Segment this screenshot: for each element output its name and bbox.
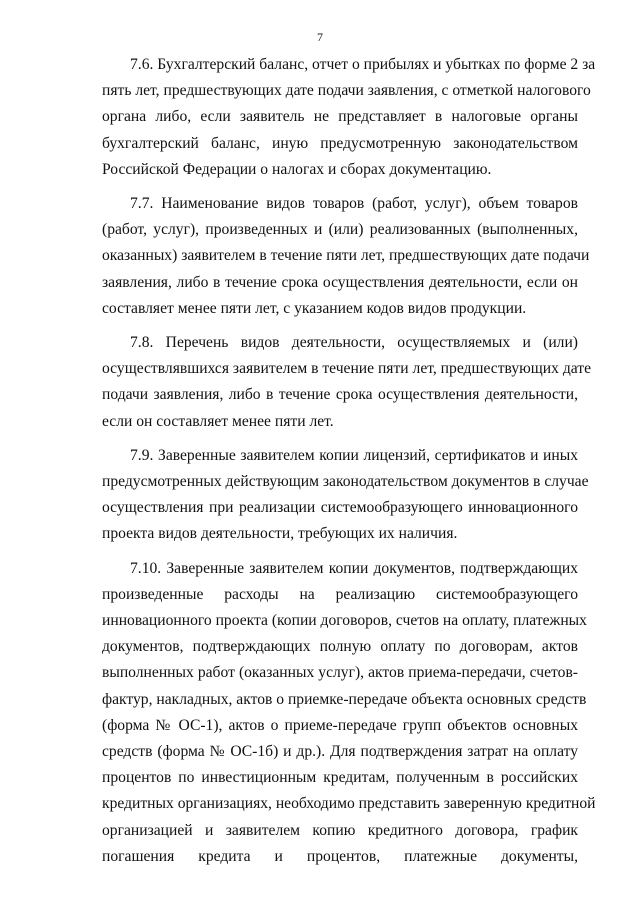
text-line: проекта видов деятельности, требующих их наличия. <box>102 525 458 543</box>
text-line: подачи заявления, либо в течение срока осуществления деятельности, <box>102 386 578 404</box>
text-line: 7.8. Перечень видов деятельности, осуществляемых и (или) <box>130 334 578 352</box>
text-line: осуществлявшихся заявителем в течение пяти лет, предшествующих дате <box>102 360 592 378</box>
text-line: произведенные расходы на реализацию системообразующего <box>102 585 578 603</box>
text-line: органа либо, если заявитель не представляет в налоговые органы <box>102 108 578 126</box>
text-line: инновационного проекта (копии договоров, счетов на оплату, платежных <box>102 612 587 630</box>
text-line: Российской Федерации о налогах и сборах документацию. <box>102 160 492 178</box>
page-number: 7 <box>317 30 323 44</box>
text-line: (работ, услуг), произведенных и (или) реализованных (выполненных, <box>102 221 578 239</box>
text-line: бухгалтерский баланс, иную предусмотренную законодательством <box>102 134 578 152</box>
paragraph-7-6 <box>102 52 596 183</box>
text-line: выполненных работ (оказанных услуг), актов приема-передачи, счетов- <box>102 664 578 682</box>
text-line: если он составляет менее пяти лет. <box>102 412 334 430</box>
text-line: (форма № ОС-1), актов о приеме-передаче групп объектов основных <box>102 716 578 734</box>
document-body <box>102 52 596 878</box>
text-line: оказанных) заявителем в течение пяти лет, предшествующих дате подачи <box>102 247 590 265</box>
text-line: осуществления при реализации системообразующего инновационного <box>102 499 578 517</box>
text-line: предусмотренных действующим законодательством документов в случае <box>102 473 589 491</box>
paragraph-7-10 <box>102 556 596 870</box>
text-line: заявления, либо в течение срока осуществления деятельности, если он <box>102 273 578 291</box>
paragraph-7-9 <box>102 443 589 548</box>
text-line: фактур, накладных, актов о приемке-передаче объекта основных средств <box>102 690 587 708</box>
text-line: кредитных организациях, необходимо представить заверенную кредитной <box>102 795 596 813</box>
text-line: процентов по инвестиционным кредитам, полученным в российских <box>102 769 578 787</box>
text-line: 7.9. Заверенные заявителем копии лицензий, сертификатов и иных <box>130 446 578 464</box>
text-line: 7.10. Заверенные заявителем копии документов, подтверждающих <box>130 559 578 577</box>
paragraph-7-8 <box>102 330 592 435</box>
paragraph-7-7 <box>102 191 590 322</box>
text-line: документов, подтверждающих полную оплату по договорам, актов <box>102 638 578 656</box>
text-line: составляет менее пяти лет, с указанием кодов видов продукции. <box>102 299 527 317</box>
text-line: 7.7. Наименование видов товаров (работ, услуг), объем товаров <box>130 195 578 213</box>
text-line: 7.6. Бухгалтерский баланс, отчет о прибылях и убытках по форме 2 за <box>130 56 596 73</box>
text-line: организацией и заявителем копию кредитного договора, график <box>102 821 578 839</box>
text-line: погашения кредита и процентов, платежные документы, <box>102 847 578 865</box>
text-line: пять лет, предшествующих дате подачи заявления, с отметкой налогового <box>102 82 591 100</box>
text-line: средств (форма № ОС-1б) и др.). Для подтверждения затрат на оплату <box>102 743 578 761</box>
